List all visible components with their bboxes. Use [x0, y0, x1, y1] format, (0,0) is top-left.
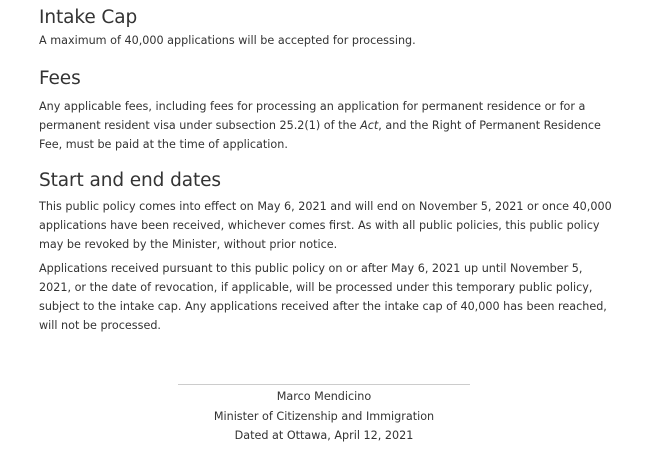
act-emphasis: Act — [360, 119, 379, 132]
signatory-title: Minister of Citizenship and Immigration — [213, 409, 435, 423]
signature-block — [178, 384, 470, 446]
start-end-dates-heading: Start and end dates — [39, 170, 221, 191]
intake-cap-text: A maximum of 40,000 applications will be accepted for processing. — [39, 34, 416, 47]
intake-cap-heading: Intake Cap — [39, 7, 138, 28]
dated-line: Dated at Ottawa, April 12, 2021 — [234, 429, 414, 442]
signatory-name: Marco Mendicino — [276, 390, 372, 403]
fees-text — [39, 97, 614, 154]
dates-paragraph-2: Applications received pursuant to this public policy on or after May 6, 2021 up until November 5, 2021, or the date of revocation, if applicable, will be processed under this temporary public policy, subject to the intake cap. Any applications received after the intake cap of 40,000 has been reached, will not be processed. — [39, 262, 607, 332]
fees-heading: Fees — [39, 68, 81, 89]
dates-paragraph-1: This public policy comes into effect on May 6, 2021 and will end on November 5, 2021 or once 40,000 applications have been received, whichever comes first. As with all public policies, this public policy may be revoked by the Minister, without prior notice. — [39, 200, 612, 251]
fees-text-part2: , and the Right of Permanent Residence Fee, must be paid at the time of application. — [39, 119, 601, 151]
fees-text-part1: Any applicable fees, including fees for processing an application for permanent residence or for a permanent resident visa under subsection 25.2(1) of the — [39, 100, 586, 132]
document-body — [39, 0, 614, 335]
